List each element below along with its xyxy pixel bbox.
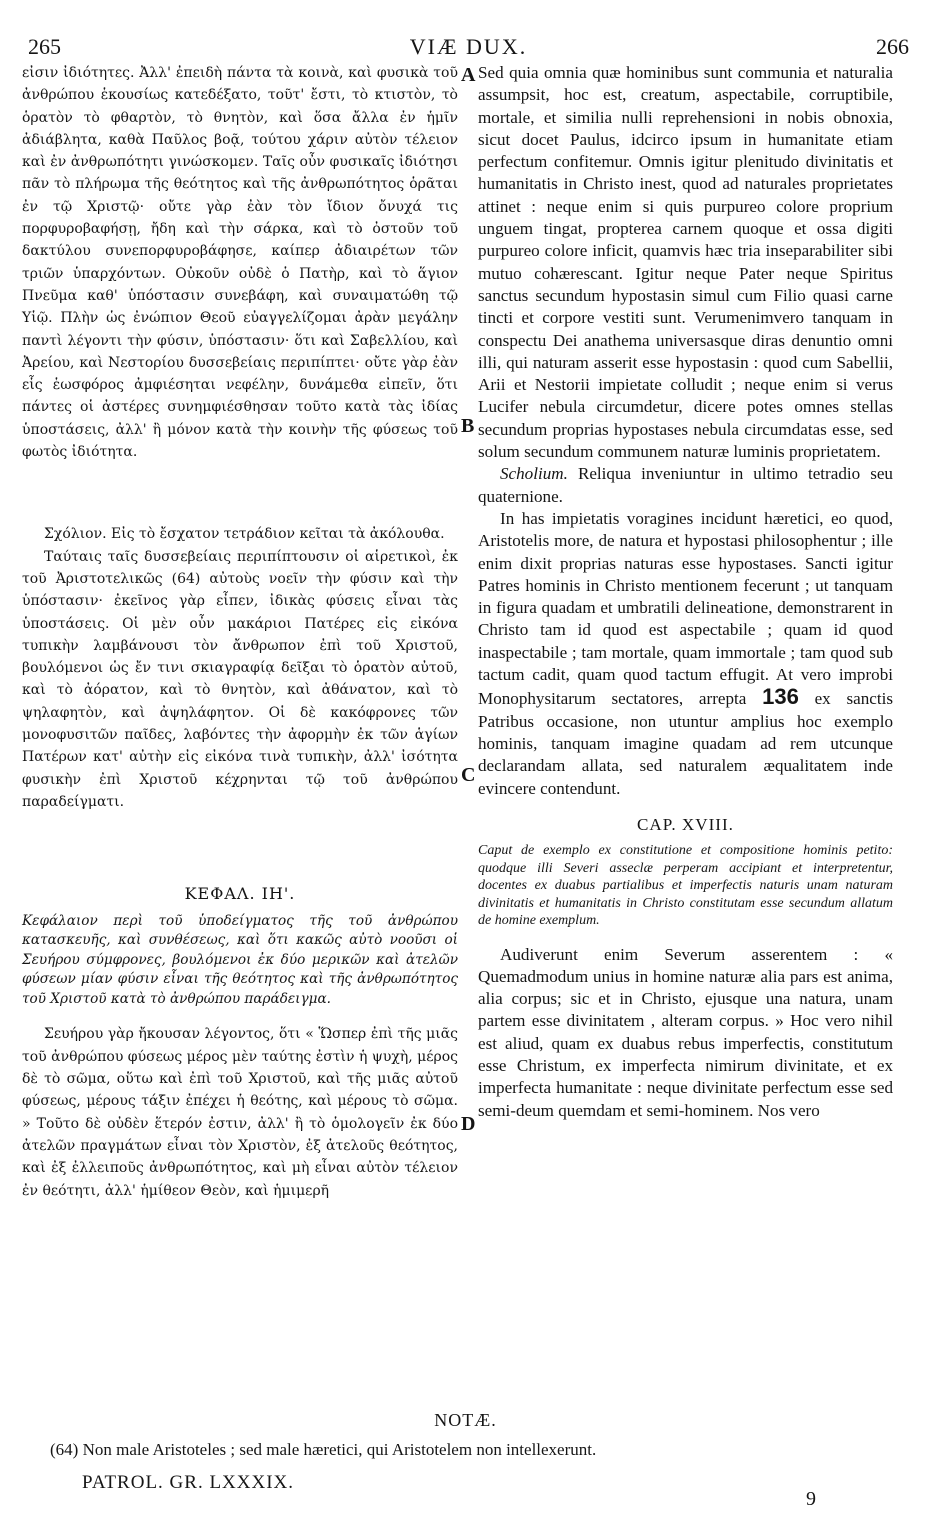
greek-column [22, 62, 458, 1202]
latin-paragraph-2a: In has impietatis voragines incidunt hæretici, eo quod, Aristotelis more, de natura et hypostasi philosophentur ; ille enim dixit proprias naturas esse hypostases. Sancti igitur Patres hominis in Christo mentionem fecerunt ; ut tanquam in figura quadam et umbratili delineatione, demonstrarent in Christo tam id quod est aspectabile ; quam id quod inaspectabile ; tam mortale, quam immortale ; tam quod sub tactum cadit, quam quod tactum effugit. At vero improbi Monophysitarum sectatores, arrepta [478, 508, 893, 709]
greek-chapter-summary: Κεφάλαιον περὶ τοῦ ὑποδείγματος τῆς τοῦ ἀνθρώπου κατασκευῆς, καὶ συνθέσεως, καὶ ὅτι κακῶς αὐτὸ νοοῦσι οἱ Σευήρου σύμφρονες, βουλόμενοι ἐκ δύο μερικῶν καὶ ἀτελῶν φύσεων μίαν φύσιν εἶναι τῆς θεότητος καὶ τῆς ἀνθρωπότητος τοῦ Χριστοῦ κατὰ τὸ ἀνθρώπου παράδειγμα. [22, 912, 458, 1007]
page-header [28, 34, 909, 64]
latin-paragraph-2 [478, 508, 893, 800]
latin-chapter-heading: CAP. XVIII. [637, 814, 734, 834]
latin-paragraph-1: Sed quia omnia quæ hominibus sunt communia et naturalia assumpsit, hoc est, creatum, aspectabile, corruptibile, mortale, et similia nulli reprehensioni in nobis obnoxia, sicut docet Paulus, idcirco ipsum in humanitate etiam perfectum confitemur. Omnis igitur plenitudo divinitatis et humanitatis in Christo inest, quod ad naturales proprietates attinet : neque enim si quis purpureo colore proprium unguem tingat, propterea carnem quoque et ossa digiti purpureo colore inficit, quamvis hæc tria inseparabiliter sibi mutuo cohærescant. Igitur neque Pater neque Spiritus sanctus secundum hypostasin simul cum Filio quasi carne tincti et corpore vestiti sunt. Verumenimvero tanquam in conspectu Dei anathema universasque diras denuntio omni illi, qui naturam asserit esse hypostasin : quod cum Sabellii, Arii et Nestorii impietate colludit ; neque enim si verus Lucifer nebula circumdetur, dicere potes omnes stellas secundum proprias hypostases nebula circumdatas esse, sed solum secundum communem naturæ luminis proprietatem. [478, 63, 893, 462]
margin-letter-c: C [461, 764, 476, 786]
latin-paragraph-3: Audiverunt enim Severum asserentem : « Quemadmodum unius in homine naturæ alia pars est anima, alia corpus; sic et in Christo, ejusque una natura, unam partem esse divinitatem , alteram corpus. » Hoc vero nihil est aliud, quam ex duabus rebus imperfectis, constitutum esse Christum, ex imperfecta nimirum divinitate, et ex imperfecta humanitate : neque divinitate perfectum esse sed semi-deum quemdam et semi-hominem. Nos vero [478, 944, 893, 1120]
latin-column [478, 62, 893, 1122]
latin-scholion [478, 463, 893, 508]
margin-letter-b: B [461, 415, 475, 437]
footer-volume: PATROL. GR. LXXXIX. [82, 1472, 295, 1493]
greek-scholion: Σχόλιον. Εἰς τὸ ἔσχατον τετράδιον κεῖται τὰ ἀκόλουθα. [44, 526, 445, 543]
margin-letter-d: D [461, 1113, 476, 1135]
latin-chapter-summary: Caput de exemplo ex constitutione et compositione hominis petito: quodque illi Severi asseclæ perperam accipiant et interpretentur, docentes ex duabus partialibus et imperfectis naturis unam naturam divinitatis et humanitatis in Christo constitutam esse secundum allatum de homine exemplum. [478, 843, 893, 929]
footer-signature: 9 [806, 1488, 816, 1510]
running-title: VIÆ DUX. [409, 34, 528, 59]
notes-heading: NOTÆ. [434, 1410, 497, 1430]
scholion-label: Scholium. [500, 464, 568, 484]
margin-letter-a: A [461, 64, 476, 86]
greek-paragraph-1: εἰσιν ἰδιότητες. Ἀλλ' ἐπειδὴ πάντα τὰ κοινὰ, καὶ φυσικὰ τοῦ ἀνθρώπου ἑκουσίως κατεδέξατο, τοῦτ' ἔστι, τὸ κτιστὸν, τὸ ὁρατὸν τὸ φθαρτὸν, τὸ θνητὸν, καὶ ὅσα ἄλλα ἐν ἡμῖν ἀδιάβλητα, καθὰ Παῦλος βοᾷ, τούτου χάριν αὐτὸν τέλειον καὶ ἐν ἀνθρωπότητι γινώσκομεν. Ταῖς οὖν φυσικαῖς ἰδιότησι πᾶν τὸ πλήρωμα τῆς θεότητος καὶ τῆς ἀνθρωπότητος ὁρᾶται ἐν τῷ Χριστῷ· οὔτε γὰρ ἐὰν τὸν ἴδιον ὄνυχά τις πορφυροβαφήσῃ, ἤδη καὶ τὴν σάρκα, καὶ τὸ ὀστοῦν τοῦ δακτύλου συνεπορφυροβάφησε, καίπερ ἀδιαιρέτων τῶν τριῶν ὑπαρχόντων. Οὐκοῦν οὐδὲ ὁ Πατὴρ, καὶ τὸ ἅγιον Πνεῦμα καθ' ὑπόστασιν συνεβάφη, καὶ συναιματώθη τῷ Υἱῷ. Πλὴν ὡς ἐνώπιον Θεοῦ εὐαγγελίζομαι ἀρὰν μεγάλην παντὶ λέγοντι τὴν φύσιν, ὑπόστασιν· ὅτι καὶ Σαβελλίου, καὶ Ἀρείου, καὶ Νεστορίου δυσσεβείαις περιπίπτει· οὔτε γὰρ ἐὰν εἷς ἑωσφόρος ἀμφιέσηται νεφέλην, δυνάμεθα εἰπεῖν, ὅτι πάντες οἱ ἀστέρες συνημφιέσθησαν τοῦτο κατὰ τὰς ἰδίας ὑποστάσεις, ἀλλ' ἢ μόνον κατὰ τὴν κοινὴν τῆς φύσεως τοῦ φωτὸς ἰδιότητα. [22, 65, 458, 461]
footnote-64: (64) Non male Aristoteles ; sed male hæretici, qui Aristotelem non intellexerunt. [50, 1440, 597, 1459]
page-number-right: 266 [876, 34, 909, 59]
column-number-marker: 136 [762, 684, 799, 710]
greek-paragraph-3: Σευήρου γὰρ ἤκουσαν λέγοντος, ὅτι « Ὥσπερ ἐπὶ τῆς μιᾶς τοῦ ἀνθρώπου φύσεως μέρος μὲν ταύτης ἐστὶν ἡ ψυχὴ, μέρος δὲ τὸ σῶμα, οὕτω καὶ ἐπὶ τοῦ Χριστοῦ, καὶ τῆς μιᾶς αὐτοῦ φύσεως, μέρους τάξιν ἐπέχει ἡ θεότης, καὶ μέρους τὸ σῶμα. » Τοῦτο δὲ οὐδὲν ἕτερόν ἐστιν, ἀλλ' ἢ τὸ ὁμολογεῖν ἐκ δύο ἀτελῶν πραγμάτων εἶναι τὸν Χριστὸν, ἐξ ἀτελοῦς θεότητος, καὶ ἐξ ἐλλειποῦς ἀνθρωπότητος, καὶ μὴ εἶναι αὐτὸν τέλειον ἐν θεότητι, ἀλλ' ἡμίθεον Θεὸν, καὶ ἡμιμερῆ [22, 1026, 458, 1199]
latin-paragraph-2b: ex sanctis Patribus occasione, non utuntur amplius hoc exemplo hominis, tanquam imagine quadam ad rem utcunque declarandam allata, sed naturalem æqualitatem inde evincere contendunt. [478, 689, 893, 798]
greek-chapter-heading: ΚΕΦΑΛ. ΙΗ'. [184, 884, 296, 904]
page-number-left: 265 [28, 34, 61, 59]
greek-paragraph-2: Ταύταις ταῖς δυσσεβείαις περιπίπτουσιν οἱ αἱρετικοὶ, ἐκ τοῦ Ἀριστοτελικῶς (64) αὐτοὺς νοεῖν τὴν φύσιν καὶ τὴν ὑπόστασιν· ἐκεῖνος γὰρ εἶπεν, ἰδικὰς φύσεις εἶναι τὰς ὑποστάσεις. Οἱ μὲν οὖν μακάριοι Πατέρες εἰς εἰκόνα τυπικὴν λαμβάνουσι τὸν ἄνθρωπον ἐπὶ τοῦ Χριστοῦ, βουλόμενοι ὡς ἔν τινι σκιαγραφίᾳ δεῖξαι τὸ ὁρατὸν αὐτοῦ, καὶ τὸ ἀόρατον, καὶ τὸ θνητὸν, καὶ ἀθάνατον, καὶ τὸ ψηλαφητὸν, καὶ ἀψηλάφητον. Οἱ δὲ κακόφρονες τῶν μονοφυσιτῶν παῖδες, λαβόντες τὴν ἀφορμὴν ἐκ τῶν ἁγίων Πατέρων κατ' αὐτὴν εἰς εἰκόνα τινὰ τυπικὴν, ἀλλ' ἰσότητα φυσικὴν ἐπὶ Χριστοῦ κέχρηνται τῷ τοῦ ἀνθρώπου παραδείγματι. [22, 548, 458, 810]
scholion-text: Reliqua inveniuntur in ultimo tetradio seu quaternione. [478, 464, 893, 506]
